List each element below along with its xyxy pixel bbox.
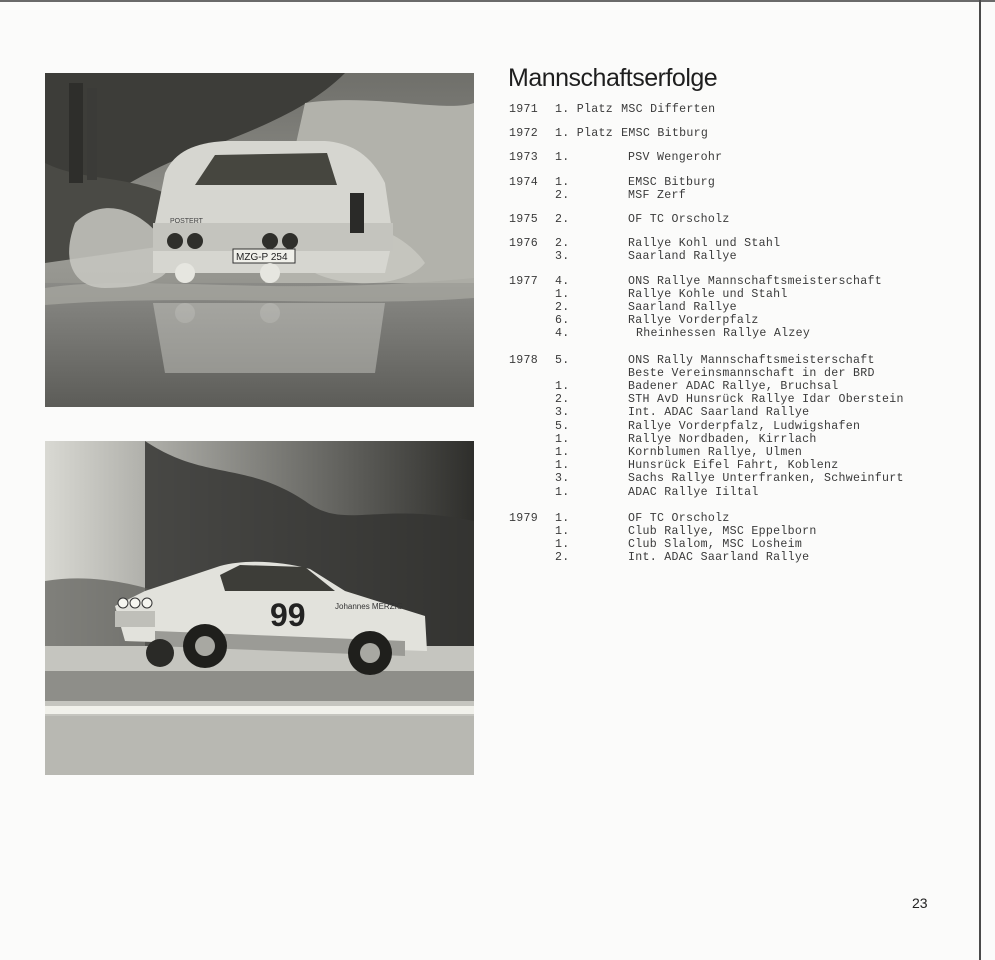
result-event: PSV Wengerohr	[628, 151, 723, 165]
result-year: 1974	[509, 175, 539, 189]
result-row	[509, 354, 969, 367]
result-place: 1.	[555, 151, 570, 165]
result-event: Kornblumen Rallye, Ulmen	[628, 446, 803, 460]
result-year: 1979	[509, 511, 539, 525]
result-place: 2.	[555, 213, 570, 227]
result-place	[555, 367, 628, 380]
result-event: OF TC Orscholz	[628, 511, 730, 525]
result-row	[509, 367, 969, 380]
result-row	[509, 420, 969, 433]
result-place: 4.	[555, 327, 570, 341]
result-row	[509, 151, 969, 164]
result-event: Rallye Kohle und Stahl	[628, 287, 788, 301]
result-year: 1973	[509, 151, 539, 165]
result-event: ONS Rallye Mannschaftsmeisterschaft	[628, 274, 883, 288]
team-results-list	[509, 103, 969, 576]
result-place: 5.	[555, 353, 570, 367]
result-row	[509, 472, 969, 485]
result-event: Saarland Rallye	[628, 250, 737, 264]
result-place: 1.	[555, 485, 570, 499]
page-number: 23	[912, 895, 928, 911]
result-event: ONS Rally Mannschaftsmeisterschaft	[628, 353, 875, 367]
result-place: 3.	[555, 406, 570, 420]
result-event: Rallye Vorderpfalz	[628, 314, 759, 328]
result-event: Club Rallye, MSC Eppelborn	[628, 525, 817, 539]
year-block-1972	[509, 127, 969, 140]
result-event: Badener ADAC Rallye, Bruchsal	[628, 380, 839, 394]
result-row	[509, 459, 969, 472]
result-place: 1.	[555, 511, 570, 525]
result-place: 6.	[555, 314, 570, 328]
result-place: 1.	[555, 287, 570, 301]
number-plate-text: MZG-P 254	[236, 252, 288, 263]
result-place: 1.	[555, 446, 570, 460]
start-number-text: 99	[270, 597, 306, 633]
result-place: 1. Platz	[555, 127, 614, 141]
result-event: Beste Vereinsmannschaft in der BRD	[628, 366, 875, 380]
year-block-1979	[509, 512, 969, 565]
result-year: 1971	[509, 103, 539, 116]
photo-rally-car-splash	[45, 73, 474, 407]
result-event: Int. ADAC Saarland Rallye	[628, 551, 810, 565]
result-event: MSC Differten	[621, 103, 716, 116]
result-event: ADAC Rallye Iiltal	[628, 485, 759, 499]
result-row	[509, 433, 969, 446]
result-row	[509, 237, 969, 250]
result-place: 1.	[555, 538, 570, 552]
grille-badge-text: POSTERT	[170, 218, 203, 225]
result-place: 2.	[555, 188, 570, 202]
result-place: 1.	[555, 380, 570, 394]
result-event: Rallye Nordbaden, Kirrlach	[628, 432, 817, 446]
result-event: OF TC Orscholz	[628, 213, 730, 227]
top-border-line	[0, 0, 995, 2]
result-row	[509, 393, 969, 406]
result-place: 1.	[555, 175, 570, 189]
result-event: Sachs Rallye Unterfranken, Schweinfurt	[628, 472, 904, 486]
result-row	[509, 301, 969, 314]
result-place: 2.	[555, 393, 570, 407]
result-row	[509, 189, 969, 202]
result-row	[509, 103, 969, 116]
result-event: EMSC Bitburg	[621, 127, 709, 141]
result-row	[509, 525, 969, 538]
result-row	[509, 512, 969, 525]
result-year: 1972	[509, 127, 539, 141]
result-row	[509, 288, 969, 301]
result-row	[509, 538, 969, 551]
result-event: Saarland Rallye	[628, 301, 737, 315]
result-place: 2.	[555, 551, 570, 565]
sponsor-decal-text: Johannes MERZIG	[335, 602, 404, 611]
page-title: Mannschaftserfolge	[508, 64, 718, 92]
year-block-1975	[509, 213, 969, 226]
result-row	[509, 127, 969, 140]
result-place: 1. Platz	[555, 103, 614, 116]
result-place: 1.	[555, 432, 570, 446]
photo-rally-car-jump-image	[45, 441, 474, 775]
year-block-1971	[509, 103, 969, 116]
result-row	[509, 314, 969, 327]
result-event: Rallye Kohl und Stahl	[628, 237, 781, 251]
result-row	[509, 176, 969, 189]
result-event: Club Slalom, MSC Losheim	[628, 538, 803, 552]
result-event: Rheinhessen Rallye Alzey	[636, 327, 811, 341]
year-block-1976	[509, 237, 969, 263]
result-year: 1977	[509, 274, 539, 288]
result-year: 1978	[509, 353, 539, 367]
result-row	[509, 406, 969, 419]
year-block-1978	[509, 354, 969, 499]
result-event: Hunsrück Eifel Fahrt, Koblenz	[628, 459, 839, 473]
result-place: 3.	[555, 472, 570, 486]
result-row	[509, 275, 969, 288]
result-place: 2.	[555, 237, 570, 251]
result-row	[509, 213, 969, 226]
result-row	[509, 486, 969, 499]
result-event: MSF Zerf	[628, 188, 687, 202]
result-place: 3.	[555, 250, 570, 264]
result-place: 1.	[555, 459, 570, 473]
result-year: 1976	[509, 237, 539, 251]
result-event: Int. ADAC Saarland Rallye	[628, 406, 810, 420]
year-block-1977	[509, 275, 969, 341]
result-row	[509, 250, 969, 263]
result-event: EMSC Bitburg	[628, 175, 716, 189]
result-event: Rallye Vorderpfalz, Ludwigshafen	[628, 419, 861, 433]
result-row	[509, 327, 969, 340]
photo-rally-car-splash-image	[45, 73, 474, 407]
result-place: 4.	[555, 274, 570, 288]
result-row	[509, 446, 969, 459]
page-edge-line	[979, 0, 981, 960]
result-row	[509, 380, 969, 393]
result-year: 1975	[509, 213, 539, 227]
year-block-1974	[509, 176, 969, 202]
result-row	[509, 551, 969, 564]
result-place: 1.	[555, 525, 570, 539]
photo-rally-car-jump	[45, 441, 474, 775]
year-block-1973	[509, 151, 969, 164]
result-place: 5.	[555, 419, 570, 433]
result-place: 2.	[555, 301, 570, 315]
result-event: STH AvD Hunsrück Rallye Idar Oberstein	[628, 393, 904, 407]
